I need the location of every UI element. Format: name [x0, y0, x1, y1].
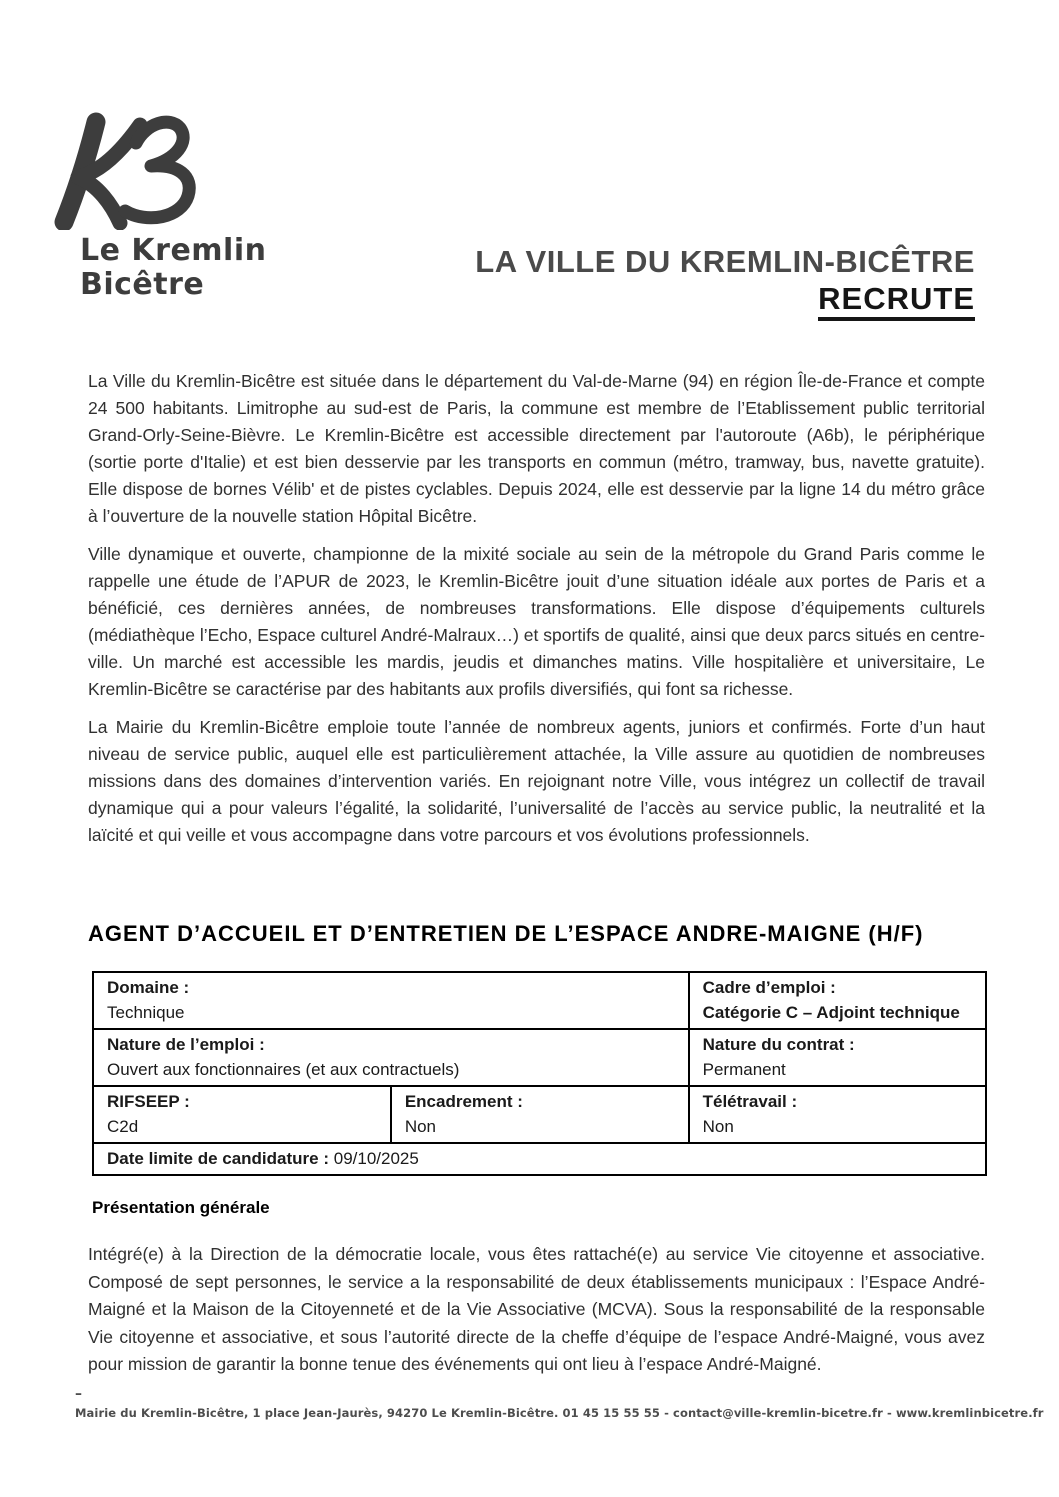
- intro-paragraph-2: Ville dynamique et ouverte, championne de la mixité sociale au sein de la métropole du Grand Paris comme le rappelle une étude de l’APUR de 2023, le Kremlin-Bicêtre jouit d’une situation idéale aux portes de Paris et a bénéficié, ces dernières années, de nombreuses transformations. Elle dispose d’équipements culturels (médiathèque l’Echo, Espace culturel André-Malraux…) et sportifs de qualité, ainsi que deux parcs situés en centre-ville. Un marché est accessible les mardis, jeudis et dimanches matins. Ville hospitalière et universitaire, Le Kremlin-Bicêtre se caractérise par des habitants aux profils diversifiés, qui font sa richesse.: [88, 544, 985, 699]
- encadrement-label: Encadrement :: [404, 1092, 523, 1111]
- table-row-nature: [93, 1029, 986, 1086]
- recruitment-header: [475, 243, 975, 321]
- domaine-cell: [93, 972, 689, 1029]
- date-limite-label: Date limite de candidature :: [107, 1149, 329, 1168]
- teletravail-label: Télétravail :: [702, 1092, 798, 1111]
- teletravail-cell: [689, 1086, 986, 1143]
- intro-paragraph-1: La Ville du Kremlin-Bicêtre est située dans le département du Val-de-Marne (94) en région Île-de-France et compte 24 500 habitants. Limitrophe au sud-est de Paris, la commune est membre de l’Etablissement public territorial Grand-Orly-Seine-Bièvre. Le Kremlin-Bicêtre est accessible directement par l'autoroute (A6b), le périphérique (sortie porte d'Italie) et est bien desservie par les transports en commun (métro, tramway, bus, navette gratuite). Elle dispose de bornes Vélib' et de pistes cyclables. Depuis 2024, elle est desservie par la ligne 14 du métro grâce à l’ouverture de la nouvelle station Hôpital Bicêtre.: [88, 371, 985, 526]
- cadre-emploi-value: Catégorie C – Adjoint technique: [702, 1003, 960, 1022]
- main-content: [88, 368, 985, 1379]
- nature-emploi-value: Ouvert aux fonctionnaires (et aux contractuels): [107, 1060, 460, 1079]
- date-limite-value: 09/10/2025: [333, 1149, 419, 1168]
- logo-wordmark: [80, 234, 266, 302]
- nature-contrat-label: Nature du contrat :: [702, 1035, 855, 1054]
- nature-contrat-cell: [689, 1029, 986, 1086]
- job-details-table: [92, 971, 987, 1176]
- job-title: AGENT D’ACCUEIL ET D’ENTRETIEN DE L’ESPACE ANDRE-MAIGNE (H/F): [88, 921, 924, 946]
- teletravail-value: Non: [702, 1117, 734, 1136]
- table-row-date-limite: [93, 1143, 986, 1175]
- nature-contrat-value: Permanent: [702, 1060, 786, 1079]
- encadrement-value: Non: [404, 1117, 436, 1136]
- cadre-emploi-label: Cadre d’emploi :: [702, 978, 836, 997]
- domaine-value: Technique: [107, 1003, 185, 1022]
- logo-name-line1: Le Kremlin: [80, 233, 267, 268]
- rifseep-cell: [93, 1086, 391, 1143]
- kb-logo-icon: [52, 112, 266, 230]
- nature-emploi-cell: [93, 1029, 689, 1086]
- rifseep-label: RIFSEEP :: [107, 1092, 190, 1111]
- table-row-rifseep: [93, 1086, 986, 1143]
- header-recrute: RECRUTE: [818, 282, 975, 321]
- domaine-label: Domaine :: [107, 978, 190, 997]
- intro-paragraph-3: La Mairie du Kremlin-Bicêtre emploie toute l’année de nombreux agents, juniors et confirmés. Forte d’un haut niveau de service public, auquel elle est particulièrement attachée, la Ville assure au quotidien de nombreuses missions dans des domaines d’intervention variés. En rejoignant notre Ville, vous intégrez un collectif de travail dynamique qui a pour valeurs l’égalité, la solidarité, l’universalité de l’accès au service public, la neutralité et la laïcité et qui veille et vous accompagne dans votre parcours et vos évolutions professionnels.: [88, 717, 985, 845]
- logo-name-line2: Bicêtre: [80, 267, 205, 302]
- presentation-heading: Présentation générale: [92, 1198, 270, 1217]
- date-limite-cell: [93, 1143, 986, 1175]
- encadrement-cell: [391, 1086, 689, 1143]
- footer-address: Mairie du Kremlin-Bicêtre, 1 place Jean-Jaurès, 94270 Le Kremlin-Bicêtre. 01 45 15 55 55 - contact@ville-kremlin-bicetre.fr - www.kremlinbicetre.fr: [75, 1406, 1044, 1420]
- cadre-emploi-cell: [689, 972, 986, 1029]
- rifseep-value: C2d: [107, 1117, 139, 1136]
- city-logo: [52, 112, 266, 302]
- presentation-paragraph: Intégré(e) à la Direction de la démocratie locale, vous êtes rattaché(e) au service Vie citoyenne et associative. Composé de sept personnes, le service a la responsabilité de deux établissements municipaux : l’Espace André-Maigné et la Maison de la Citoyenneté et de la Vie Associative (MCVA). Sous la responsabilité de la responsable Vie citoyenne et associative, et sous l’autorité directe de la cheffe d’équipe de l’espace André-Maigné, vous avez pour mission de garantir la bonne tenue des événements qui ont lieu à l’espace André-Maigné.: [88, 1244, 985, 1374]
- page-footer: [75, 1386, 1044, 1420]
- footer-dash: –: [75, 1386, 82, 1402]
- table-row-domaine: [93, 972, 986, 1029]
- header-title: LA VILLE DU KREMLIN-BICÊTRE: [475, 244, 975, 279]
- nature-emploi-label: Nature de l’emploi :: [107, 1035, 265, 1054]
